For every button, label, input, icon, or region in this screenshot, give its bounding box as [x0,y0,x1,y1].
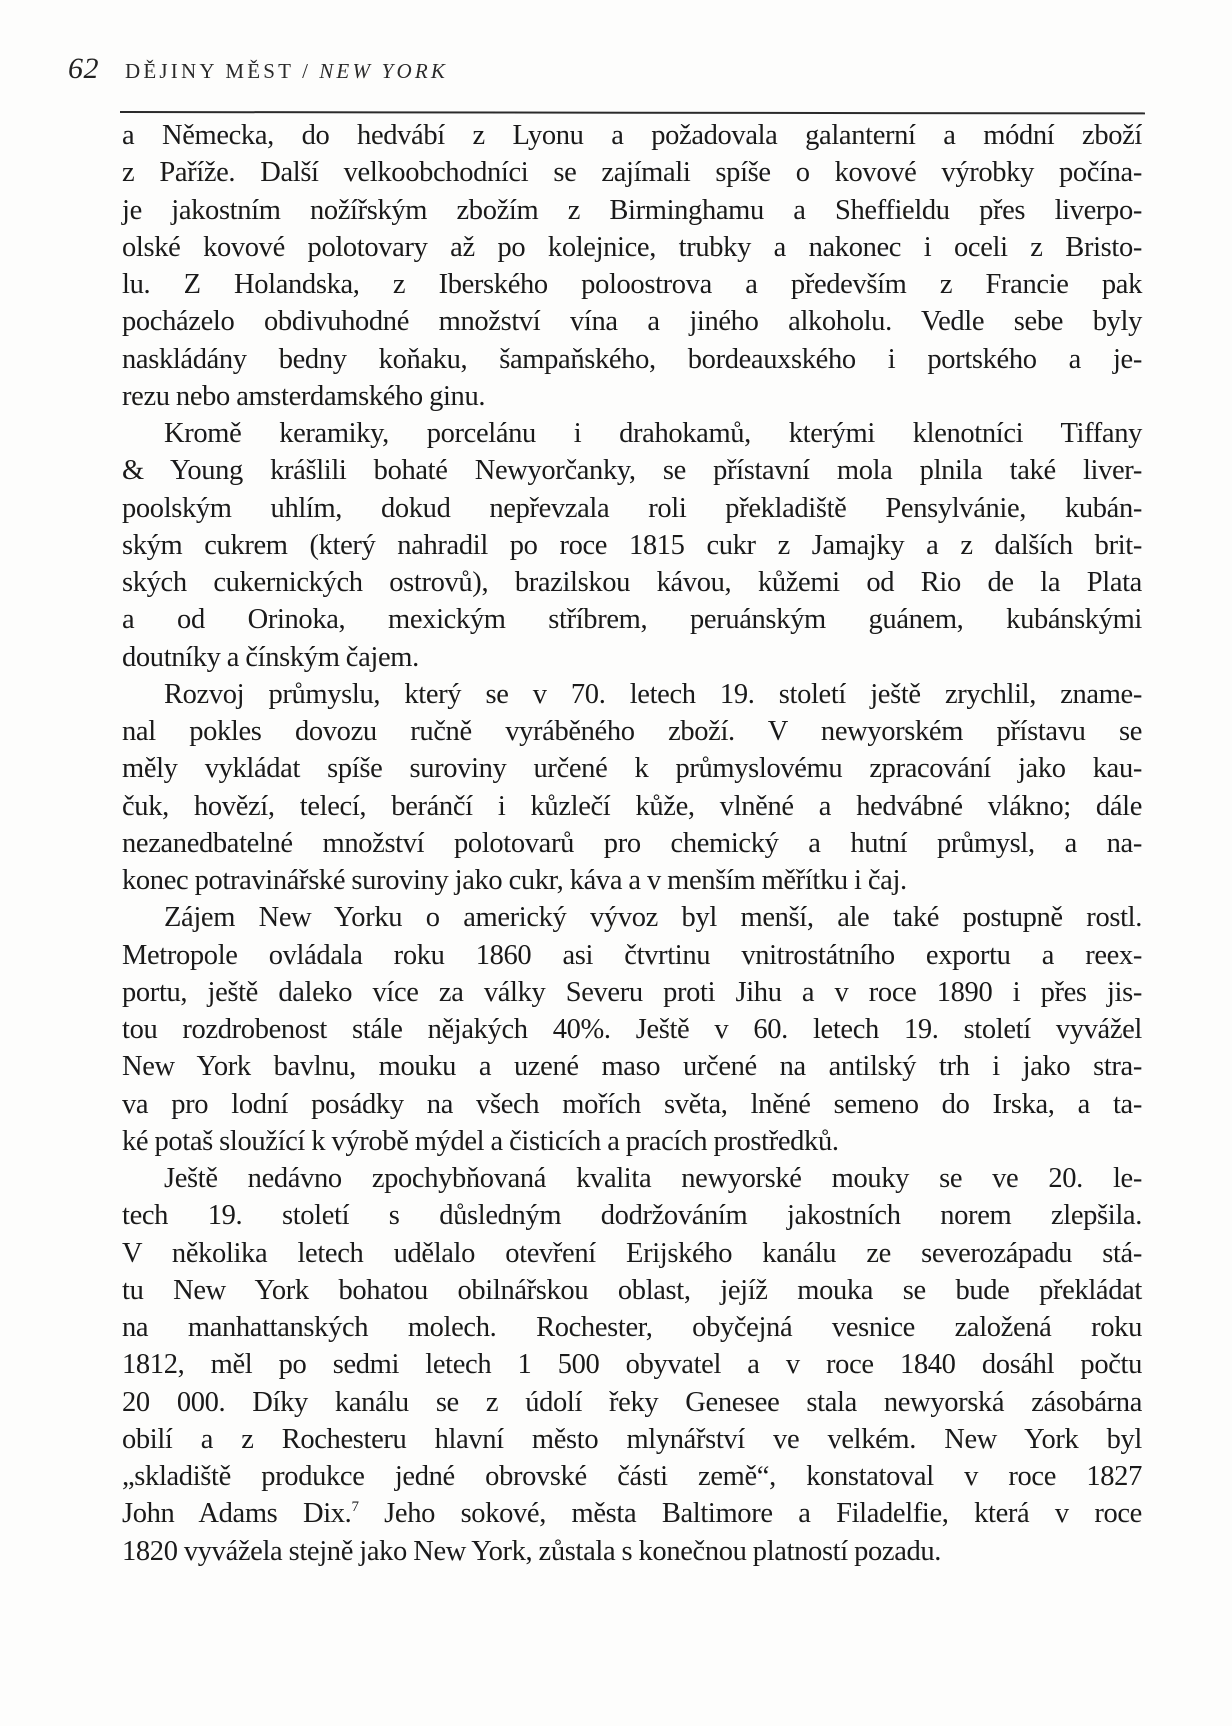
text-line: ké potaš sloužící k výrobě mýdel a čisticích a pracích prostředků. [122,1125,839,1157]
text-line: a od Orinoka, mexickým stříbrem, peruánským guánem, kubánskými [122,604,1142,636]
text-line: Kromě keramiky, porcelánu i drahokamů, kterými klenotníci Tiffany [164,418,1142,449]
book-title: NEW YORK [319,59,449,83]
body-text [122,117,1142,1570]
text-line: portu, ještě daleko více za války Severu proti Jihu a v roce 1890 i přes jis- [122,976,1142,1008]
text-line: 20 000. Díky kanálu se z údolí řeky Genesee stala newyorská zásobárna [122,1386,1142,1418]
text-line: 1812, měl po sedmi letech 1 500 obyvatel a v roce 1840 dosáhl počtu [122,1349,1142,1381]
text-line: New York bavlnu, mouku a uzené maso určené na antilský trh i jako stra- [122,1051,1142,1083]
running-header [68,52,448,98]
text-line: měly vykládat spíše suroviny určené k průmyslovému zpracování jako kau- [122,753,1142,785]
paragraph [122,117,1142,415]
line-text: John Adams Dix. [122,1498,352,1530]
paragraph [122,1160,1142,1570]
page-number: 62 [68,52,99,85]
series-title: DĚJINY MĚST [125,59,295,83]
text-line: ských cukernických ostrovů), brazilskou kávou, kůžemi od Rio de la Plata [122,567,1142,598]
text-line: Metropole ovládala roku 1860 asi čtvrtinu vnitrostátního exportu a reex- [122,939,1142,971]
footnote-reference[interactable]: 7 [351,1499,359,1516]
running-head-title [125,59,448,84]
line-text: Jeho sokové, města Baltimore a Filadelfie, která v roce [358,1498,1142,1530]
text-line: Ještě nedávno zpochybňovaná kvalita newyorské mouky se ve 20. le- [164,1163,1142,1194]
text-line: Zájem New Yorku o americký vývoz byl menší, ale také postupně rostl. [164,902,1142,934]
text-line: 1820 vyvážela stejně jako New York, zůstala s konečnou platností pozadu. [122,1535,942,1567]
text-line: lu. Z Holandska, z Iberského poloostrova a především z Francie pak [122,269,1142,300]
text-line: doutníky a čínským čajem. [122,641,419,673]
text-line: va pro lodní posádky na všech mořích světa, lněné semeno do Irska, a ta- [122,1088,1142,1120]
text-line: tou rozdrobenost stále nějakých 40%. Ještě v 60. letech 19. století vyvážel [122,1014,1142,1045]
text-line: naskládány bedny koňaku, šampaňského, bordeauxského i portského a je- [122,343,1142,375]
text-line: olské kovové polotovary až po kolejnice, trubky a nakonec i oceli z Bristo- [122,231,1142,263]
text-line: ským cukrem (který nahradil po roce 1815 cukr z Jamajky a z dalších brit- [122,529,1142,561]
text-line: z Paříže. Další velkoobchodníci se zajímali spíše o kovové výrobky počína- [122,157,1142,189]
text-line: je jakostním nožířským zbožím z Birminghamu a Sheffieldu přes liverpo- [122,194,1142,226]
text-line: tu New York bohatou obilnářskou oblast, jejíž mouka se bude překládat [122,1274,1142,1306]
paragraph [122,415,1142,676]
text-line: „skladiště produkce jedné obrovské části země“, konstatoval v roce 1827 [122,1461,1142,1492]
header-rule [120,111,1145,114]
text-line: na manhattanských molech. Rochester, obyčejná vesnice založená roku [122,1312,1142,1343]
text-line: V několika letech udělalo otevření Erijského kanálu ze severozápadu stá- [122,1237,1142,1269]
text-line: poolským uhlím, dokud nepřevzala roli překladiště Pensylvánie, kubán- [122,492,1142,524]
text-line: nal pokles dovozu ručně vyráběného zboží. V newyorském přístavu se [122,716,1142,747]
text-line: tech 19. století s důsledným dodržováním jakostních norem zlepšila. [122,1200,1142,1232]
text-line: Rozvoj průmyslu, který se v 70. letech 19. století ještě zrychlil, zname- [164,678,1142,710]
title-separator: / [302,59,312,83]
text-line: rezu nebo amsterdamského ginu. [122,380,486,412]
text-line: čuk, hovězí, telecí, beránčí i kůzlečí kůže, vlněné a hedvábné vlákno; dále [122,790,1142,822]
text-line-with-footnote [122,1495,1142,1532]
text-line: nezanedbatelné množství polotovarů pro chemický a hutní průmysl, a na- [122,827,1142,859]
text-line: obilí a z Rochesteru hlavní město mlynářství ve velkém. New York byl [122,1423,1142,1455]
paragraph [122,899,1142,1160]
paragraph [122,676,1142,900]
text-line: pocházelo obdivuhodné množství vína a jiného alkoholu. Vedle sebe byly [122,306,1142,338]
text-line: & Young krášlili bohaté Newyorčanky, se přístavní mola plnila také liver- [122,455,1142,487]
text-line: a Německa, do hedvábí z Lyonu a požadovala galanterní a módní zboží [122,120,1142,151]
text-line: konec potravinářské suroviny jako cukr, káva a v menším měřítku i čaj. [122,865,907,896]
